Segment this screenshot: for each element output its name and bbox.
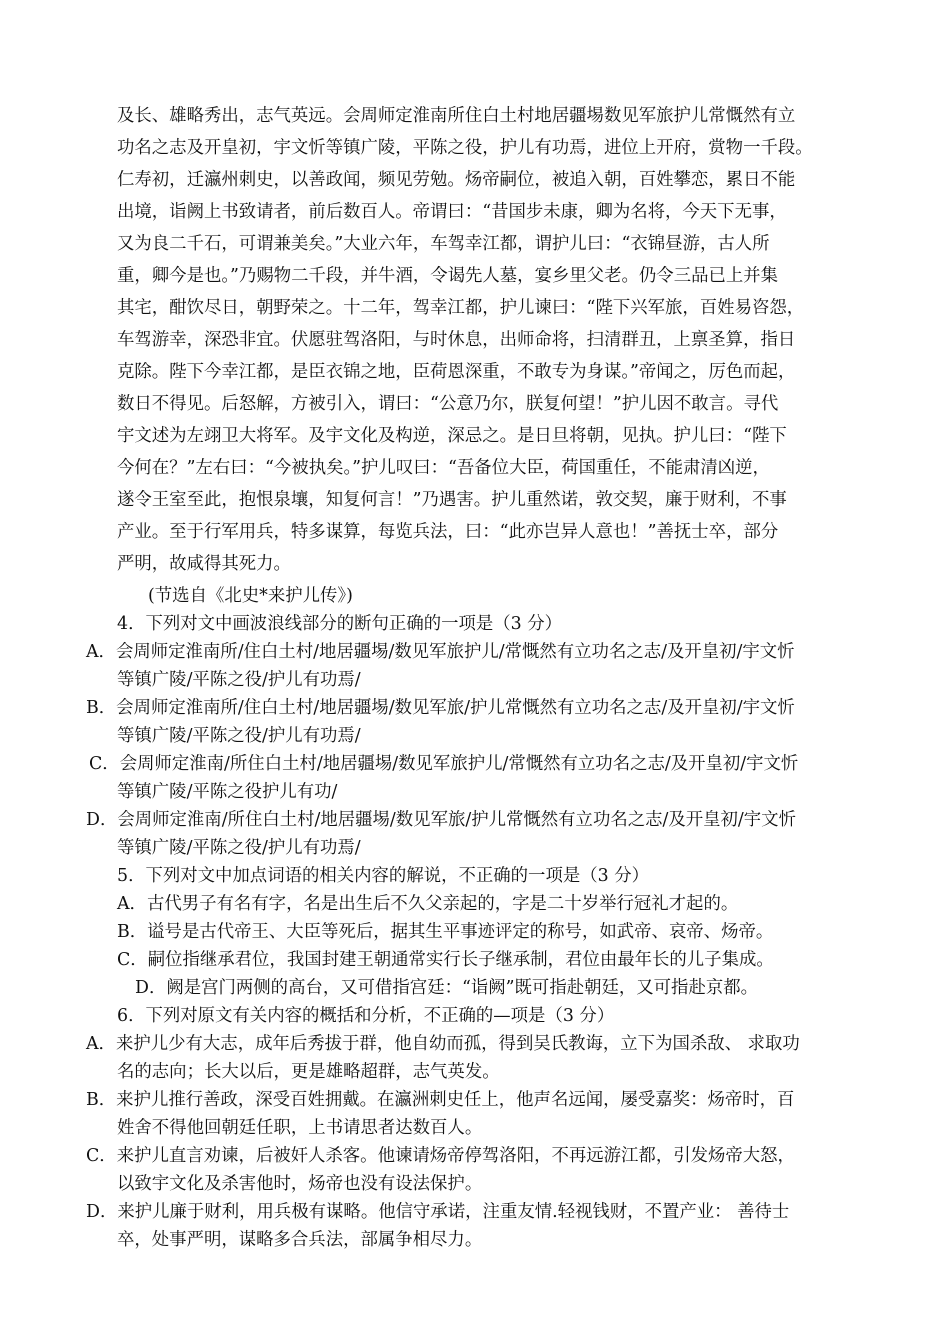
option-continuation: 等镇广陵/平陈之役/护儿有功焉/ — [117, 670, 361, 690]
option-text: 来护儿少有大志，成年后秀拔于群，他自幼而孤，得到吴氏教诲，立下为国杀敌、 求取功 — [115, 1034, 800, 1054]
option-continuation: 以致宇文化及杀害他时，炀帝也没有设法保护。 — [117, 1174, 483, 1194]
option-continuation: 等镇广陵/平陈之役护儿有功/ — [117, 782, 338, 802]
passage-line: 及长、雄略秀出，志气英远。会周师定淮南所住白土村地居疆埸数见军旅护儿常慨然有立 — [117, 106, 796, 126]
option-label: C． — [86, 1146, 117, 1166]
option-c — [89, 750, 798, 778]
source-citation: (节选自《北史*来护儿传》) — [148, 586, 353, 606]
option-text: 来护儿廉于财利，用兵极有谋略。他信守承诺，注重友情.轻视钱财，不置产业： 善待士 — [117, 1202, 790, 1222]
option-text: 会周师定淮南所/住白土村/地居疆埸/数见军旅护儿/常慨然有立功名之志/及开皇初/宇文忻 — [115, 642, 795, 662]
passage-line: 遂令王室至此，抱恨泉壤，知复何言！”乃遇害。护儿重然诺，敦交契，廉于财利，不事 — [117, 490, 787, 510]
option-continuation: 等镇广陵/平陈之役/护儿有功焉/ — [117, 726, 361, 746]
option-label: A． — [86, 642, 116, 662]
passage-line: 车驾游幸，深恐非宜。伏愿驻驾洛阳，与时休息，出师命将，扫清群丑，上禀圣算，指日 — [117, 330, 796, 350]
option-label: B． — [86, 1090, 117, 1110]
option-b: B．谥号是古代帝王、大臣等死后，据其生平事迹评定的称号，如武帝、哀帝、炀帝。 — [117, 922, 774, 942]
passage-line: 产业。至于行军用兵，特多谋算，每览兵法，曰：“此亦岂异人意也！”善抚士卒，部分 — [117, 522, 779, 542]
question-stem: 4．下列对文中画波浪线部分的断句正确的一项是（3 分） — [117, 614, 563, 634]
option-label: B． — [86, 698, 117, 718]
passage-line: 宇文述为左翊卫大将军。及宇文化及构逆，深忌之。是日旦将朝，见执。护儿曰：“陛下 — [117, 426, 787, 446]
option-label: D． — [86, 810, 118, 830]
option-c — [86, 1142, 795, 1170]
passage-line: 克除。陛下今幸江都，是臣衣锦之地，臣荷恩深重，不敢专为身谋。”帝闻之，厉色而起， — [117, 362, 796, 382]
option-d — [86, 806, 796, 834]
passage-line: 重，卿今是也。”乃赐物二千段，并牛酒，令谒先人墓，宴乡里父老。仍令三品已上并集 — [117, 266, 779, 286]
passage-line: 出境，诣阙上书致请者，前后数百人。帝谓曰：“昔国步未康，卿为名将，今天下无事， — [117, 202, 787, 222]
option-b — [86, 694, 795, 722]
option-label: A． — [86, 1034, 116, 1054]
option-label: C． — [89, 754, 120, 774]
option-d: D．阙是宫门两侧的高台，又可借指宫廷：“诣阙”既可指赴朝廷，又可指赴京都。 — [135, 978, 759, 998]
option-label: D． — [86, 1202, 118, 1222]
passage-line: 仁寿初，迁瀛州刺史，以善政闻，频见劳勉。炀帝嗣位，被追入朝，百姓攀恋，累日不能 — [117, 170, 796, 190]
option-text: 会周师定淮南所/住白土村/地居疆埸/数见军旅/护儿常慨然有立功名之志/及开皇初/宇文忻 — [116, 698, 795, 718]
passage-line: 又为良二千石，可谓兼美矣。”大业六年，车驾幸江都，谓护儿曰：“衣锦昼游，古人所 — [117, 234, 770, 254]
option-continuation: 卒，处事严明，谋略多合兵法，部属争相尽力。 — [117, 1230, 483, 1250]
passage-line: 功名之志及开皇初，宇文忻等镇广陵，平陈之役，护儿有功焉，进位上开府，赏物一千段。 — [117, 138, 813, 158]
option-continuation: 姓舍不得他回朝廷任职，上书请思者达数百人。 — [117, 1118, 483, 1138]
option-text: 来护儿推行善政，深受百姓拥戴。在瀛洲刺史任上，他声名远闻，屡受嘉奖：炀帝时，百 — [116, 1090, 795, 1110]
passage-line: 今何在？”左右曰：“今被执矣。”护儿叹曰：“吾备位大臣，荷国重任，不能肃清凶逆， — [117, 458, 770, 478]
option-continuation: 名的志向；长大以后，更是雄略超群，志气英发。 — [117, 1062, 500, 1082]
option-text: 来护儿直言劝谏，后被奸人杀客。他谏请炀帝停驾洛阳，不再远游江都，引发炀帝大怒， — [116, 1146, 795, 1166]
option-text: 会周师定淮南/所住白土村/地居疆埸/数见军旅/护儿常慨然有立功名之志/及开皇初/宇文忻 — [117, 810, 796, 830]
option-text: 会周师定淮南/所住白土村/地居疆埸/数见军旅护儿/常慨然有立功名之志/及开皇初/宇文忻 — [119, 754, 799, 774]
option-continuation: 等镇广陵/平陈之役/护儿有功焉/ — [117, 838, 361, 858]
passage-line: 其宅，酣饮尽日，朝野荣之。十二年，驾幸江都，护儿谏曰：“陛下兴军旅，百姓易咨怨， — [117, 298, 805, 318]
option-c: C．嗣位指继承君位，我国封建王朝通常实行长子继承制，君位由最年长的儿子集成。 — [117, 950, 774, 970]
option-a: A．古代男子有名有字，名是出生后不久父亲起的，字是二十岁举行冠礼才起的。 — [117, 894, 739, 914]
option-a — [86, 638, 795, 666]
passage-line: 数日不得见。后怒解，方被引入，谓曰：“公意乃尔，朕复何望！”护儿因不敢言。寻代 — [117, 394, 779, 414]
question-stem: 6．下列对原文有关内容的概括和分析，不正确的—项是（3 分） — [117, 1006, 615, 1026]
option-d — [86, 1198, 789, 1226]
option-b — [86, 1086, 794, 1114]
option-a — [86, 1030, 800, 1058]
passage-line: 严明，故咸得其死力。 — [117, 554, 291, 574]
question-stem: 5．下列对文中加点词语的相关内容的解说，不正确的一项是（3 分） — [117, 866, 649, 886]
